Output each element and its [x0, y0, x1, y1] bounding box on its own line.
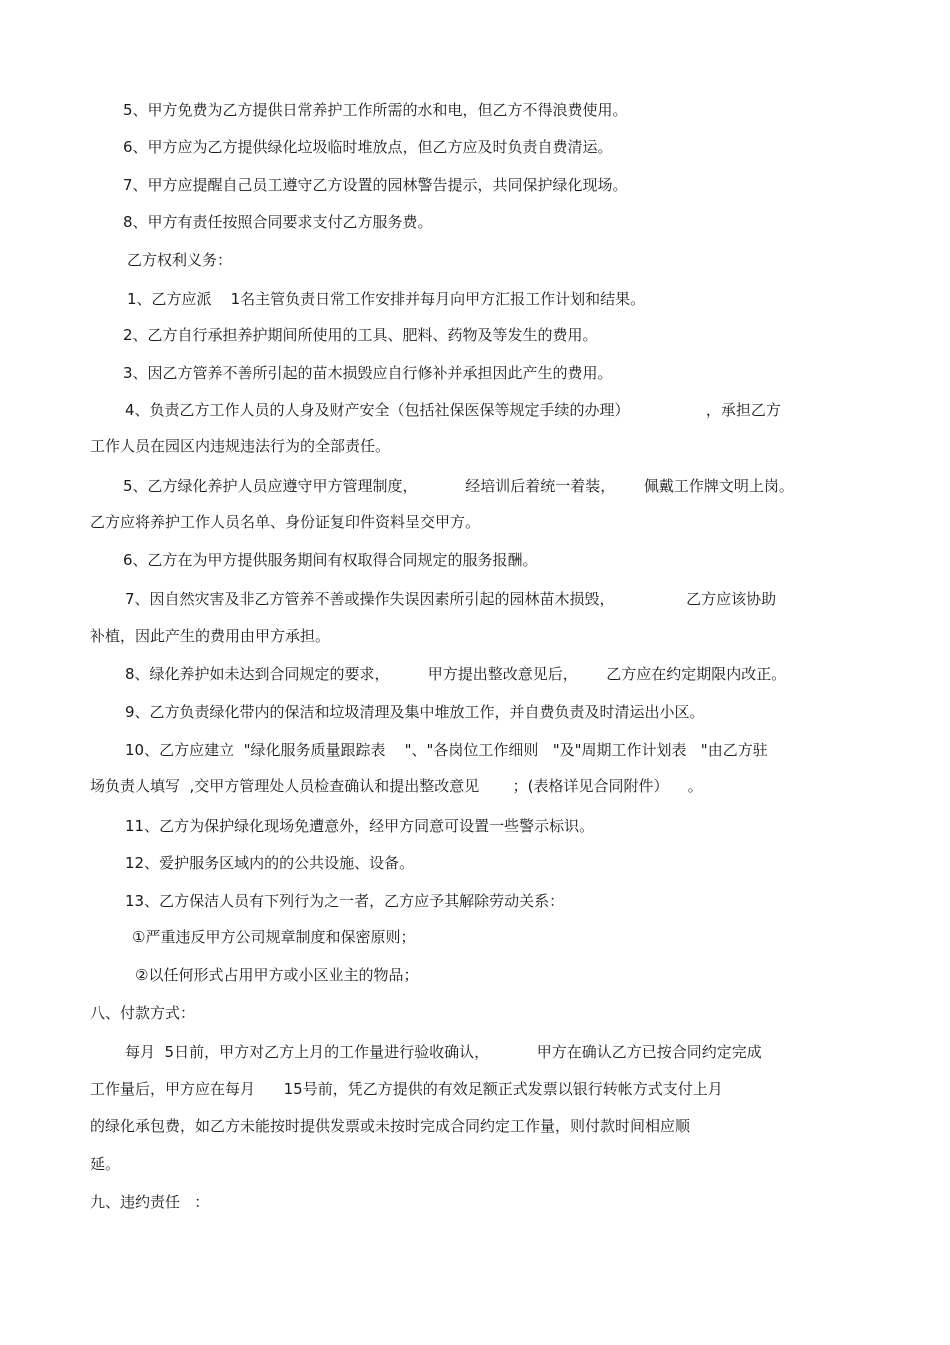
- text-line: 的绿化承包费，如乙方未能按时提供发票或未按时完成合同约定工作量，则付款时间相应顺: [90, 1117, 691, 1135]
- section-heading: 八、付款方式：: [90, 1004, 196, 1022]
- text-line: 3、因乙方管养不善所引起的苗木损毁应自行修补并承担因此产生的费用。: [123, 364, 613, 382]
- text-line: ②以任何形式占用甲方或小区业主的物品；: [135, 966, 419, 984]
- text-line: 工作人员在园区内违规违法行为的全部责任。: [90, 437, 391, 455]
- text-line: 7、甲方应提醒自己员工遵守乙方设置的园林警告提示，共同保护绿化现场。: [123, 176, 628, 194]
- text-line: 9、乙方负责绿化带内的保洁和垃圾清理及集中堆放工作，并自费负责及时清运出小区。: [125, 703, 705, 721]
- text-line: 延。: [90, 1155, 121, 1173]
- text-line: 7、因自然灾害及非乙方管养不善或操作失误因素所引起的园林苗木损毁， 乙方应该协助: [125, 590, 777, 608]
- text-line: 工作量后，甲方应在每月 15号前，凭乙方提供的有效足额正式发票以银行转帐方式支付上月: [90, 1080, 723, 1098]
- section-heading: 九、违约责任 ：: [90, 1193, 210, 1211]
- text-line: 2、乙方自行承担养护期间所使用的工具、肥料、药物及等发生的费用。: [123, 326, 598, 344]
- text-line: 5、甲方免费为乙方提供日常养护工作所需的水和电，但乙方不得浪费使用。: [123, 101, 628, 119]
- text-line: 8、甲方有责任按照合同要求支付乙方服务费。: [123, 213, 433, 231]
- text-line: 5、乙方绿化养护人员应遵守甲方管理制度， 经培训后着统一着装， 佩戴工作牌文明上岗。: [123, 477, 794, 495]
- text-line: 每月 5日前，甲方对乙方上月的工作量进行验收确认， 甲方在确认乙方已按合同约定完成: [125, 1043, 762, 1061]
- text-line: 4、负责乙方工作人员的人身及财产安全（包括社保医保等规定手续的办理） ，承担乙方: [125, 401, 781, 419]
- text-line: 场负责人填写 ,交甲方管理处人员检查确认和提出整改意见 ；(表格详见合同附件） 。: [90, 777, 703, 795]
- text-line: 乙方应将养护工作人员名单、身份证复印件资料呈交甲方。: [90, 513, 481, 531]
- text-line: 1、乙方应派 1名主管负责日常工作安排并每月向甲方汇报工作计划和结果。: [127, 290, 646, 308]
- text-line: 13、乙方保洁人员有下列行为之一者，乙方应予其解除劳动关系：: [125, 892, 565, 910]
- text-line: 补植，因此产生的费用由甲方承担。: [90, 627, 331, 645]
- text-line: 12、爱护服务区域内的的公共设施、设备。: [125, 854, 415, 872]
- text-line: 11、乙方为保护绿化现场免遭意外，经甲方同意可设置一些警示标识。: [125, 817, 595, 835]
- text-line: 8、绿化养护如未达到合同规定的要求， 甲方提出整改意见后， 乙方应在约定期限内改正。: [125, 665, 787, 683]
- text-line: 6、甲方应为乙方提供绿化垃圾临时堆放点，但乙方应及时负责自费清运。: [123, 138, 613, 156]
- text-line: 10、乙方应建立 "绿化服务质量跟踪表 "、"各岗位工作细则 "及"周期工作计划表 "由乙方驻: [125, 741, 768, 759]
- section-heading: 乙方权利义务：: [127, 251, 233, 269]
- text-line: 6、乙方在为甲方提供服务期间有权取得合同规定的服务报酬。: [123, 551, 538, 569]
- text-line: ①严重违反甲方公司规章制度和保密原则；: [132, 928, 416, 946]
